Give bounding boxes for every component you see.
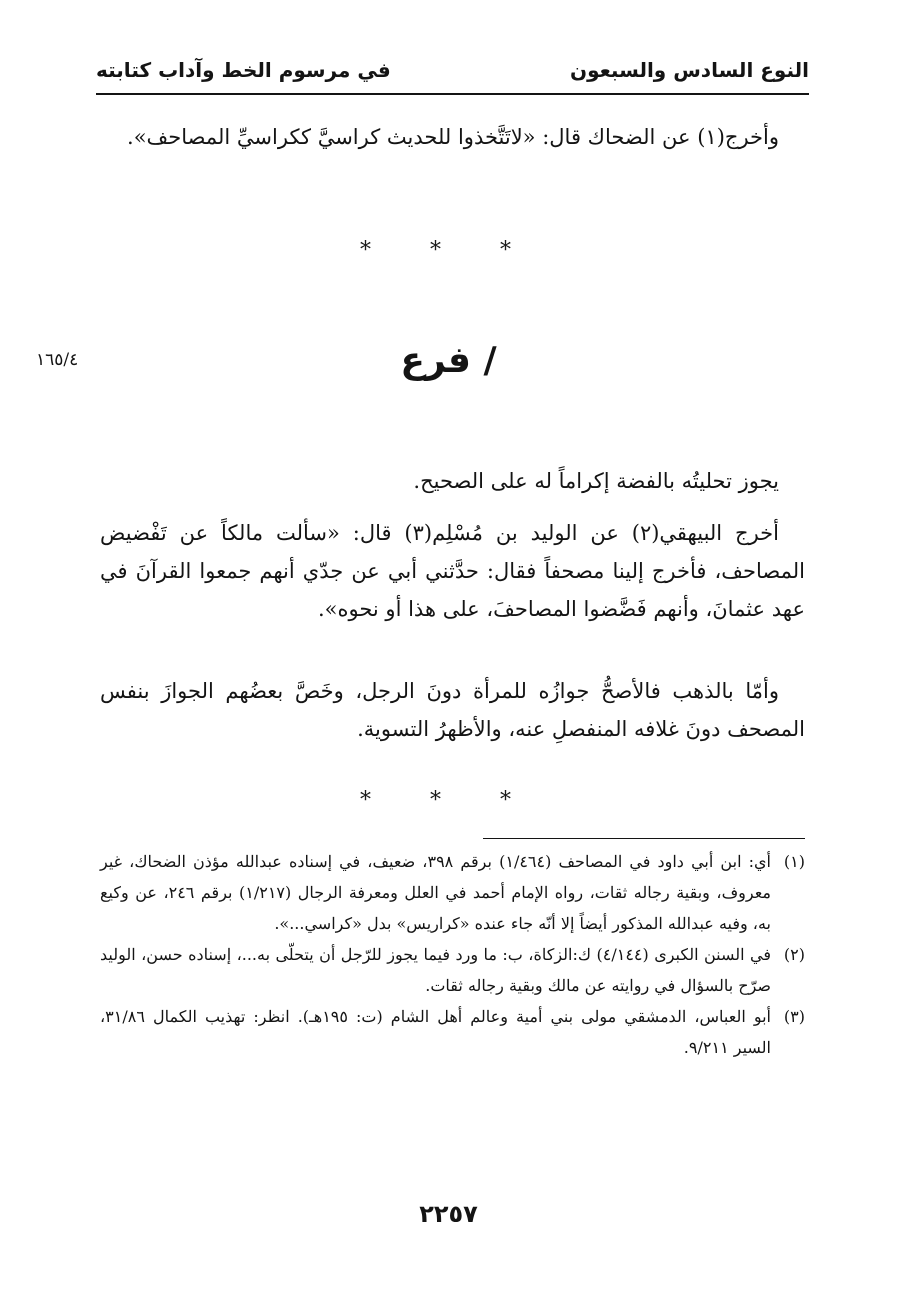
end-divider-stars: * * * xyxy=(360,788,537,813)
footnote-number: (٢) xyxy=(783,945,805,964)
margin-volume-page-reference: ١٦٥/٤ xyxy=(36,350,79,370)
footnote-1 xyxy=(100,846,805,939)
footnote-text: أبو العباس، الدمشقي مولى بني أمية وعالم أهل الشام (ت: ١٩٥هـ). انظر: تهذيب الكمال ٣١/٨٦، السير ٩/٢١١. xyxy=(100,1007,772,1057)
body-paragraph-2: أخرج البيهقي(٢) عن الوليد بن مُسْلِم(٣) قال: «سألت مالكاً عن تَفْضيض المصاحف، فأخرج إلينا مصحفاً فقال: حدَّثني أبي عن جدّي أنهم جمعوا القرآنَ في عهد عثمانَ، وأنهم فَضَّضوا المصاحفَ، على هذا أو نحوه». xyxy=(100,521,805,621)
footnote-3 xyxy=(100,1001,805,1063)
body-paragraph-1: يجوز تحليتُه بالفضة إكراماً له على الصحيح. xyxy=(413,469,779,493)
footnote-rule xyxy=(483,838,805,839)
footnote-text: أي: ابن أبي داود في المصاحف (١/٤٦٤) برقم ٣٩٨، ضعيف، في إسناده عبدالله مؤذن الضحاك، غير معروف، وبقية رجاله ثقات، رواه الإمام أحمد في العلل ومعرفة الرجال (١/٢١٧) برقم ٢٤٦، عن وكيع به، وفيه عبدالله المذكور أيضاً إلا أنّه جاء عنده «كراريس» بدل «كراسي...». xyxy=(100,852,772,933)
page-number: ٢٢٥٧ xyxy=(419,1200,478,1228)
footnote-number: (١) xyxy=(783,852,805,871)
running-header xyxy=(96,52,809,88)
footnote-number: (٣) xyxy=(783,1007,805,1026)
footnote-2 xyxy=(100,939,805,1001)
header-chapter-title: النوع السادس والسبعون xyxy=(570,58,809,82)
section-divider-stars: * * * xyxy=(360,238,537,263)
section-title: / فرع xyxy=(400,340,497,381)
top-paragraph: وأخرج(١) عن الضحاك قال: «لاتَتَّخذوا للحديث كراسيَّ ككراسيِّ المصاحف». xyxy=(127,125,779,149)
footnote-text: في السنن الكبرى (٤/١٤٤) ك:الزكاة، ب: ما ورد فيما يجوز للرّجل أن يتحلّى به...، إسناده حسن، الوليد صرّح بالسؤال في روايته عن مالك وبقية رجاله ثقات. xyxy=(100,945,772,995)
header-rule xyxy=(96,93,809,95)
footnotes xyxy=(100,846,805,1063)
header-book-title: في مرسوم الخط وآداب كتابته xyxy=(96,58,391,82)
body-paragraph-3: وأمّا بالذهب فالأصحُّ جوازُه للمرأة دونَ الرجل، وخَصَّ بعضُهم الجوازَ بنفس المصحف دونَ غلافه المنفصلِ عنه، والأظهرُ التسوية. xyxy=(100,679,805,741)
